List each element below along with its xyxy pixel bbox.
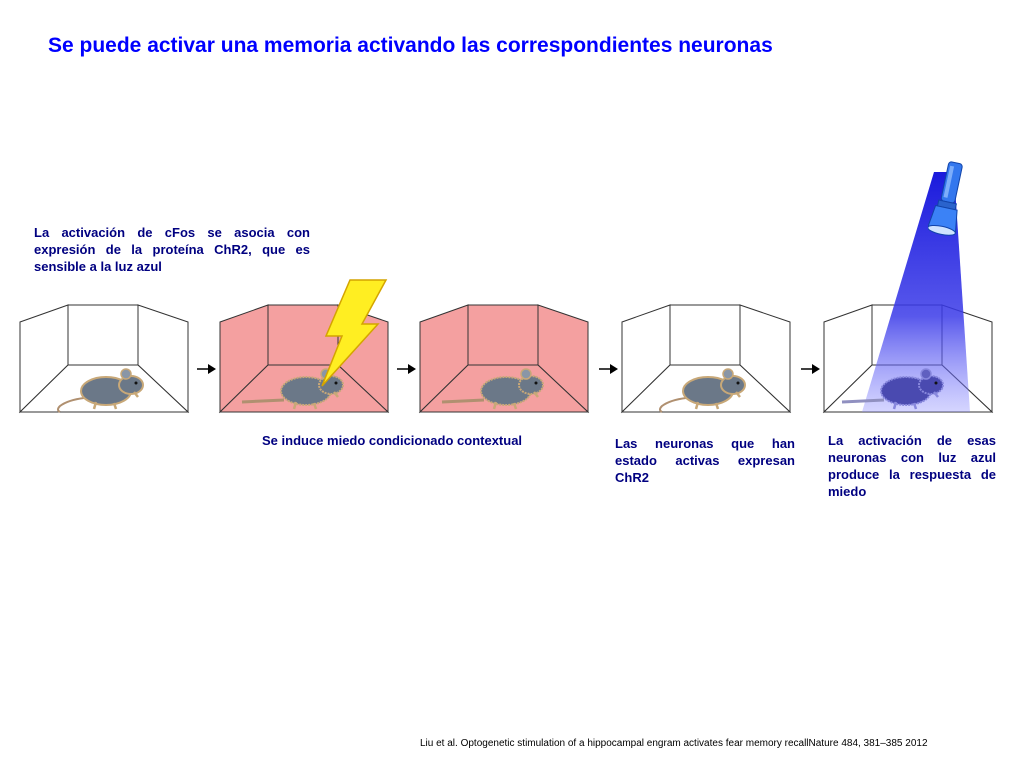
caption-light-response: La activación de esas neuronas con luz azul produce la respuesta de miedo [828, 433, 996, 499]
citation: Liu et al. Optogenetic stimulation of a hippocampal engram activates fear memory recallNature 484, 381–385 2012 [420, 738, 928, 749]
chamber-back-wall [468, 305, 538, 365]
chamber-stage-4 [620, 300, 800, 415]
chamber-stage-3 [418, 300, 598, 415]
slide-title: Se puede activar una memoria activando las correspondientes neuronas [48, 34, 773, 57]
chamber-stage-2 [218, 300, 398, 415]
chamber-stage-5 [822, 300, 1002, 415]
chamber-back-wall [670, 305, 740, 365]
mouse-icon [840, 362, 958, 417]
arrow-right-icon [396, 362, 416, 376]
arrow-right-icon [196, 362, 216, 376]
lightning-bolt-icon [316, 278, 390, 388]
mouse-icon [440, 362, 558, 417]
arrow-right-icon [800, 362, 820, 376]
arrow-right-icon [598, 362, 618, 376]
flashlight-icon [928, 160, 968, 242]
chamber-back-wall [68, 305, 138, 365]
caption-cfos-chr2: La activación de cFos se asocia con expresión de la proteína ChR2, que es sensible a la luz azul [34, 225, 310, 274]
chamber-stage-1 [18, 300, 198, 415]
caption-active-neurons: Las neuronas que han estado activas expresan ChR2 [615, 436, 795, 485]
mouse-icon [656, 362, 766, 417]
caption-fear-conditioning: Se induce miedo condicionado contextual [262, 433, 523, 448]
mouse-icon [54, 362, 164, 417]
